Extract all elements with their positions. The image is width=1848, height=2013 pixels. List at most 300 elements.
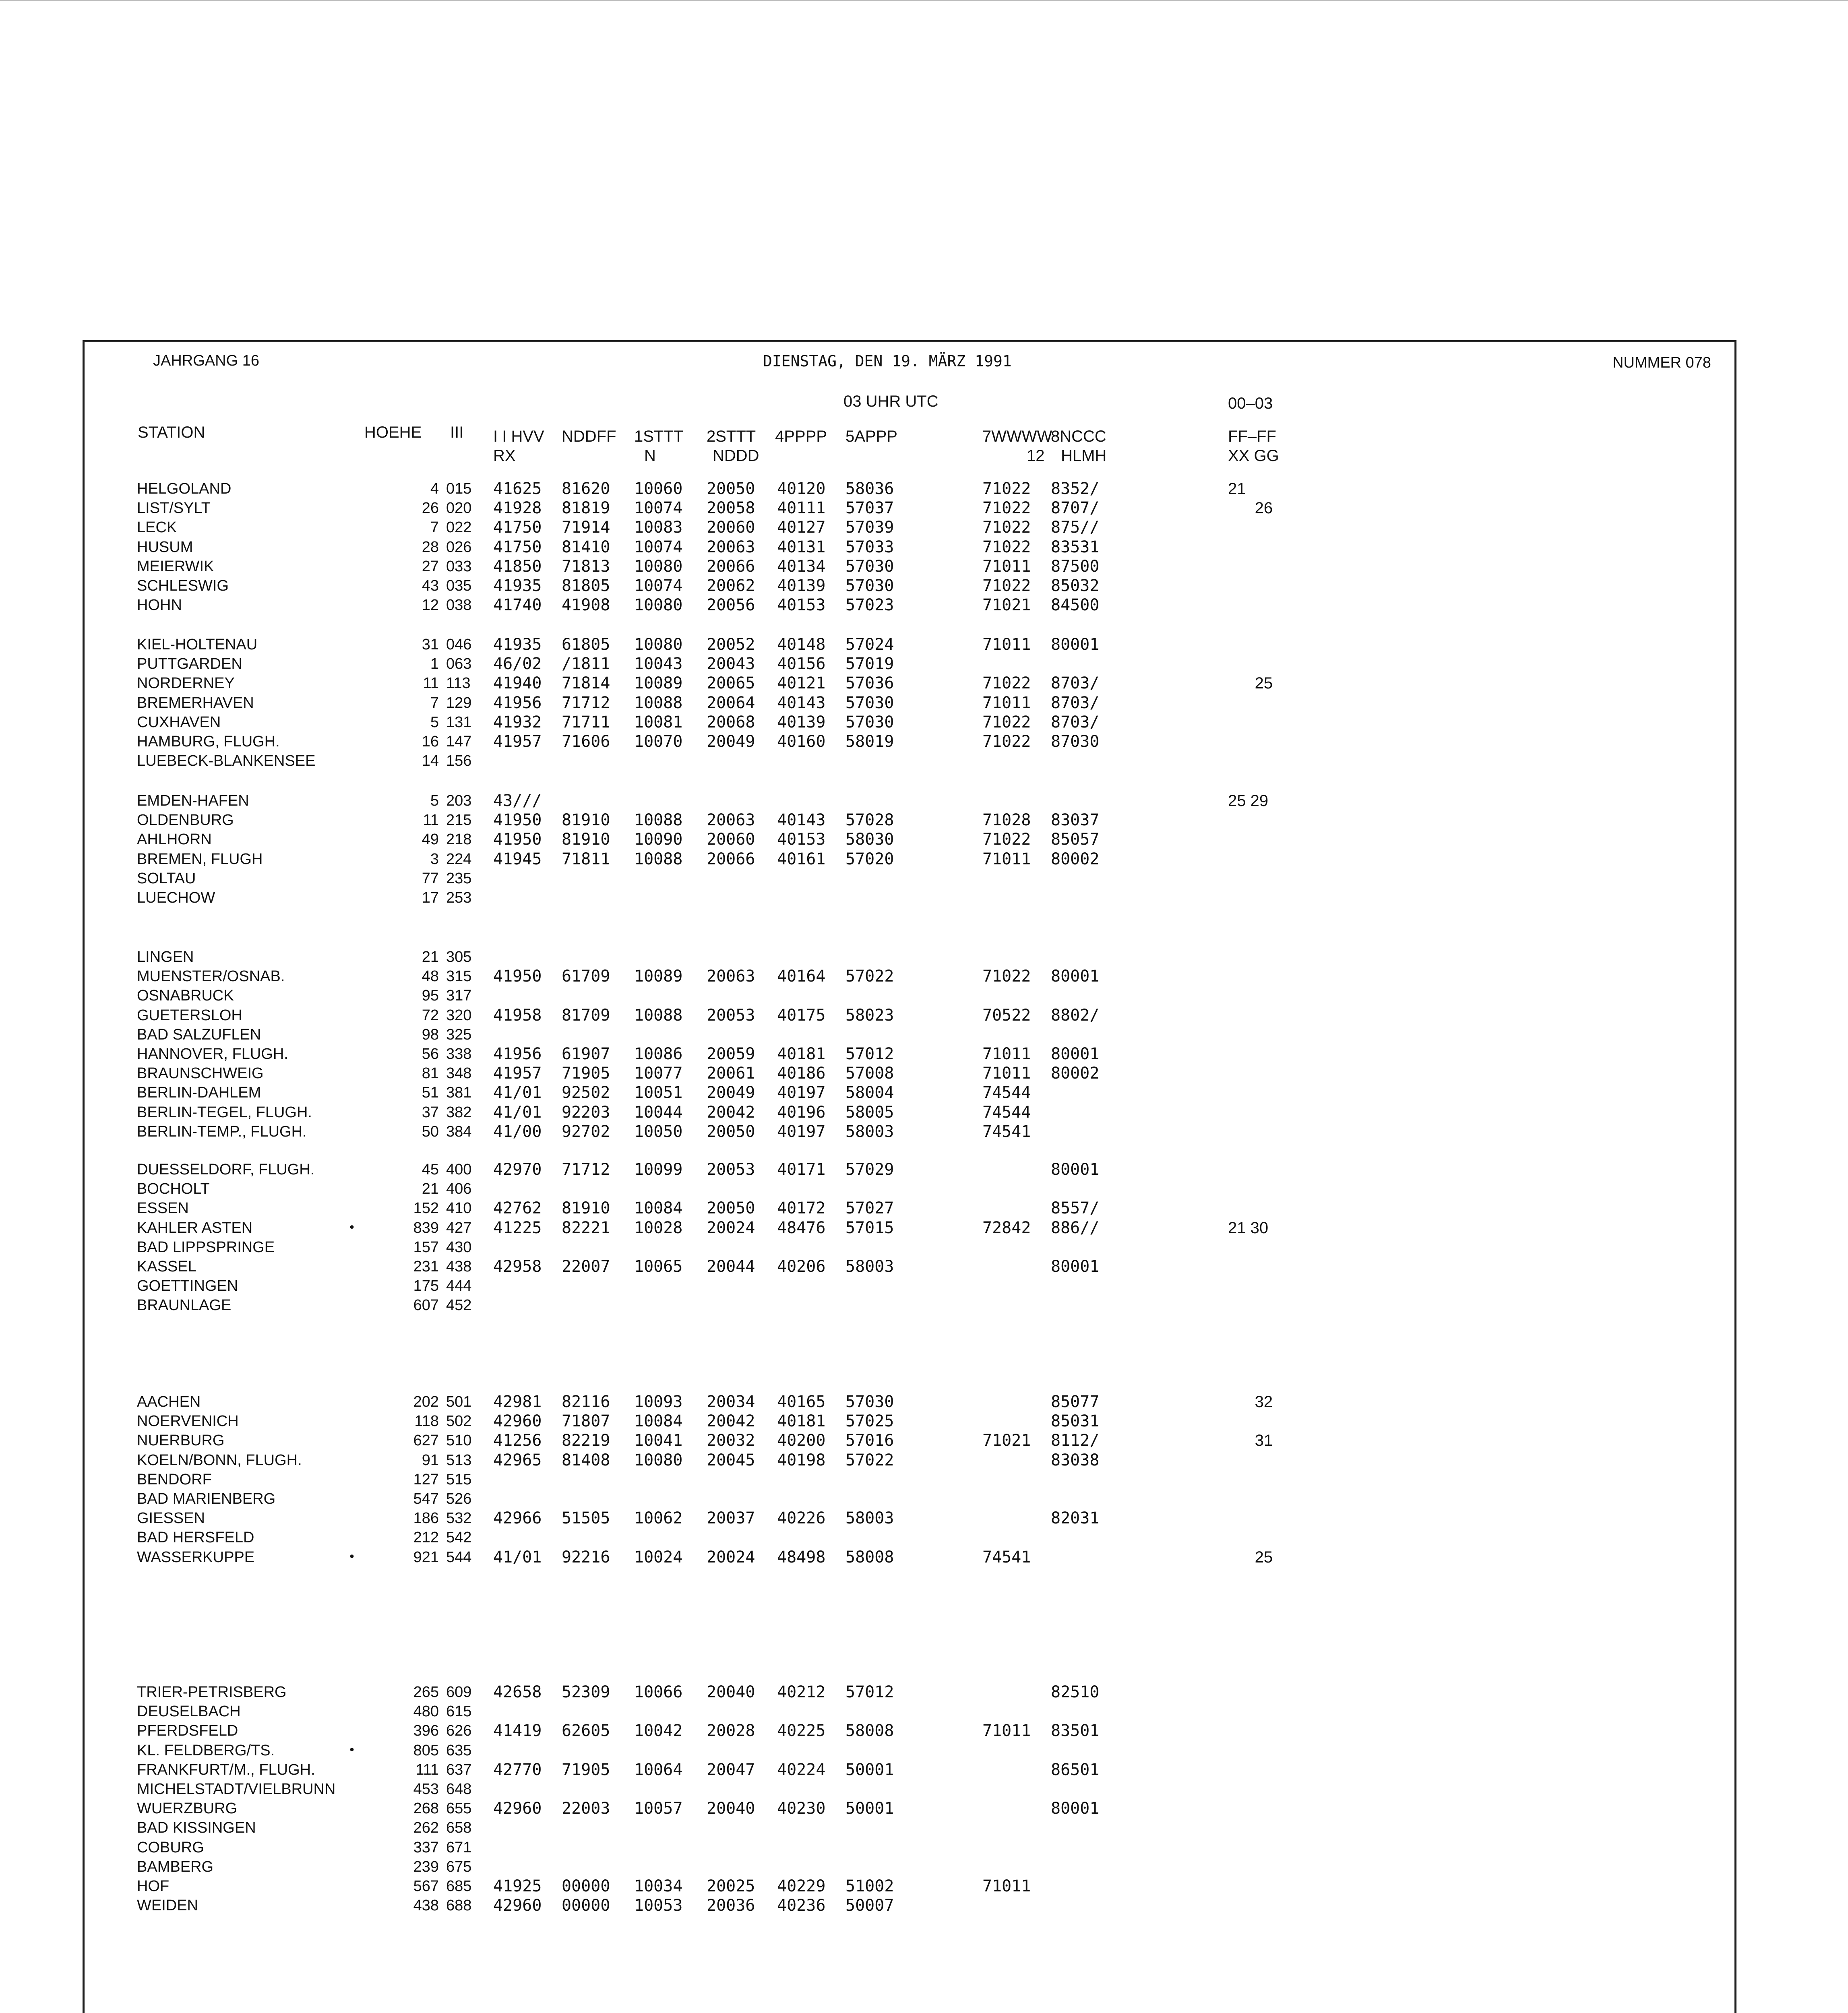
station-id: 203 [446,792,472,809]
station-name: BAD MARIENBERG [137,1490,276,1507]
code-iihvv: 41932 [493,713,542,732]
station-height: 157 [413,1238,439,1256]
code-nddff: 82116 [562,1393,610,1411]
station-id: 147 [446,733,472,750]
station-name: NOERVENICH [137,1413,239,1430]
station-height: 438 [413,1897,439,1914]
station-height: 202 [413,1393,439,1410]
code-iihvv: 41750 [493,537,542,556]
code-8nccc: 8703/ [1051,674,1100,693]
code-5appp: 57029 [845,1160,894,1179]
code-nddff: /1811 [562,655,610,674]
station-name: AACHEN [137,1393,201,1410]
code-iihvv: 41950 [493,811,542,830]
station-id: 400 [446,1161,472,1178]
station-name: GIESSEN [137,1510,205,1527]
bulletin-sheet [83,340,1736,2013]
code-iihvv: 41256 [493,1431,542,1450]
code-4pppp: 40229 [777,1877,826,1895]
station-name: OSNABRUCK [137,987,234,1004]
code-7wwww: 70522 [982,1006,1031,1025]
code-iihvv: 42960 [493,1896,542,1915]
station-id: 020 [446,500,472,517]
code-iihvv: 41935 [493,635,542,654]
code-5appp: 57030 [845,576,894,595]
code-2sttt: 20063 [707,537,755,556]
code-5appp: 57033 [845,537,894,556]
code-8nccc: 8703/ [1051,713,1100,732]
code-iihvv: 41850 [493,557,542,576]
station-name: BENDORF [137,1471,212,1488]
station-name: KOELN/BONN, FLUGH. [137,1451,302,1469]
station-id: 532 [446,1510,472,1527]
station-height: 28 [422,538,439,556]
code-1sttt: 10044 [634,1103,683,1122]
station-height: 396 [413,1722,439,1740]
code-4pppp: 40161 [777,849,826,868]
code-2sttt: 20064 [707,693,755,712]
station-name: BAD SALZUFLEN [137,1026,261,1043]
code-7wwww: 71021 [982,1431,1031,1450]
station-height: 91 [422,1451,439,1469]
code-7wwww: 71022 [982,479,1031,498]
code-7wwww: 71022 [982,967,1031,986]
code-2sttt: 20042 [707,1103,755,1122]
station-group [85,1682,1734,1915]
table-row [85,967,1734,986]
code-5appp: 57022 [845,1451,894,1469]
code-8nccc: 80001 [1051,1799,1100,1818]
station-id: 338 [446,1045,472,1062]
code-iihvv: 42658 [493,1683,542,1701]
code-1sttt: 10093 [634,1393,683,1411]
code-iihvv: 41/01 [493,1548,542,1567]
code-7wwww: 71011 [982,1722,1031,1740]
code-5appp: 57008 [845,1064,894,1083]
table-row [85,1103,1734,1122]
station-id: 444 [446,1277,472,1295]
station-height: 567 [413,1877,439,1895]
code-8nccc: 85032 [1051,576,1100,595]
code-1sttt: 10088 [634,849,683,868]
code-5appp: 58023 [845,1006,894,1025]
station-height: 337 [413,1839,439,1856]
code-4pppp: 40236 [777,1896,826,1915]
station-height: 453 [413,1780,439,1798]
station-id: 305 [446,949,472,965]
station-height: 49 [422,831,439,848]
code-2sttt: 20028 [707,1722,755,1740]
station-id: 430 [446,1238,472,1256]
station-height: 81 [422,1065,439,1082]
code-1sttt: 10083 [634,518,683,537]
table-row [85,751,1734,771]
code-5appp: 57024 [845,635,894,654]
station-name: GOETTINGEN [137,1277,238,1295]
code-1sttt: 10070 [634,732,683,751]
table-row [85,1218,1734,1238]
code-8nccc: 8557/ [1051,1199,1100,1218]
code-2sttt: 20050 [707,479,755,498]
station-height: 118 [414,1413,439,1430]
code-nddff: 71914 [562,518,610,537]
station-name: MUENSTER/OSNAB. [137,968,285,985]
table-row [85,1682,1734,1702]
code-4pppp: 40143 [777,693,826,712]
code-5appp: 57012 [845,1044,894,1063]
table-row [85,1760,1734,1779]
station-name: MEIERWIK [137,558,214,575]
table-row [85,518,1734,537]
code-4pppp: 40111 [777,499,826,518]
station-height: 805 [413,1742,439,1759]
table-row [85,1160,1734,1179]
station-id: 382 [446,1104,472,1121]
code-iihvv: 41750 [493,518,542,537]
code-1sttt: 10065 [634,1257,683,1276]
code-1sttt: 10060 [634,479,683,498]
code-1sttt: 10066 [634,1683,683,1701]
station-height: 37 [422,1104,439,1121]
station-id: 325 [446,1026,472,1043]
station-id: 224 [446,850,472,868]
code-1sttt: 10042 [634,1722,683,1740]
station-height: 31 [422,636,439,653]
code-5appp: 57015 [845,1218,894,1237]
code-2sttt: 20058 [707,499,755,518]
table-row [85,1857,1734,1877]
code-1sttt: 10041 [634,1431,683,1450]
code-iihvv: 41928 [493,499,542,518]
code-8nccc: 80001 [1051,1257,1100,1276]
code-7wwww: 71011 [982,1877,1031,1895]
table-row [85,849,1734,869]
code-7wwww: 71022 [982,499,1031,518]
code-4pppp: 40165 [777,1393,826,1411]
code-nddff: 81819 [562,499,610,518]
station-name: KAHLER ASTEN [137,1219,253,1236]
code-nddff: 00000 [562,1896,610,1915]
code-1sttt: 10090 [634,830,683,849]
code-2sttt: 20032 [707,1431,755,1450]
table-row [85,1799,1734,1818]
code-8nccc: 86501 [1051,1760,1100,1779]
station-height: 45 [422,1161,439,1178]
station-height: 175 [413,1277,439,1295]
code-iihvv: 41956 [493,1044,542,1063]
code-iihvv: 41957 [493,1064,542,1083]
code-nddff: 81410 [562,537,610,556]
code-nddff: 71814 [562,674,610,693]
code-nddff: 00000 [562,1877,610,1895]
station-height: 43 [422,577,439,594]
station-name: BAD LIPPSPRINGE [137,1238,275,1256]
table-row [85,498,1734,518]
station-id: 317 [446,987,472,1004]
code-5appp: 57030 [845,693,894,712]
station-height: 72 [422,1006,439,1024]
station-name: NUERBURG [137,1432,225,1449]
code-2sttt: 20024 [707,1548,755,1567]
code-2sttt: 20062 [707,576,755,595]
code-4pppp: 40127 [777,518,826,537]
station-id: 510 [446,1432,472,1449]
code-iihvv: 42762 [493,1199,542,1218]
code-2sttt: 20050 [707,1199,755,1218]
code-4pppp: 40120 [777,479,826,498]
station-name: NORDERNEY [137,675,235,692]
code-nddff: 62605 [562,1722,610,1740]
code-7wwww: 71021 [982,596,1031,615]
station-id: 218 [446,831,472,848]
station-height: 547 [413,1490,439,1507]
station-name: BERLIN-TEGEL, FLUGH. [137,1104,312,1121]
code-iihvv: 41/01 [493,1103,542,1122]
code-nddff: 82221 [562,1218,610,1237]
code-4pppp: 40172 [777,1199,826,1218]
station-height: 51 [422,1084,439,1102]
station-height: 17 [422,889,439,906]
code-4pppp: 40224 [777,1760,826,1779]
code-4pppp: 40139 [777,713,826,732]
station-height: 50 [422,1123,439,1140]
station-id: 685 [446,1877,472,1895]
station-id: 215 [446,812,472,829]
code-iihvv: 42770 [493,1760,542,1779]
table-row [85,1276,1734,1296]
code-iihvv: 41956 [493,693,542,712]
code-4pppp: 40171 [777,1160,826,1179]
code-iihvv: 41957 [493,732,542,751]
table-row [85,1296,1734,1315]
code-5appp: 57023 [845,596,894,615]
table-row [85,1199,1734,1218]
station-name: WEIDEN [137,1897,198,1914]
station-name: KASSEL [137,1258,196,1275]
code-2sttt: 20045 [707,1451,755,1469]
station-id: 384 [446,1123,472,1140]
station-height: 14 [422,752,439,770]
code-7wwww: 71022 [982,713,1031,732]
station-id: 542 [446,1529,472,1546]
mountain-marker: • [348,1550,356,1564]
col-c1: I I HVV [493,428,544,445]
code-7wwww: 71022 [982,537,1031,556]
code-1sttt: 10024 [634,1548,683,1567]
code-1sttt: 10080 [634,635,683,654]
code-4pppp: 40134 [777,557,826,576]
code-nddff: 82219 [562,1431,610,1450]
code-1sttt: 10080 [634,596,683,615]
gust-ffff: 25 [1228,674,1273,692]
code-nddff: 81910 [562,830,610,849]
code-nddff: 71813 [562,557,610,576]
station-height: 231 [413,1258,439,1275]
code-4pppp: 40197 [777,1122,826,1141]
table-row [85,1006,1734,1025]
station-name: DUESSELDORF, FLUGH. [137,1161,315,1178]
station-name: BREMEN, FLUGH [137,850,263,868]
station-height: 77 [422,870,439,887]
code-5appp: 58030 [845,830,894,849]
code-8nccc: 83531 [1051,537,1100,556]
table-row [85,674,1734,693]
table-row [85,1470,1734,1489]
station-height: 48 [422,968,439,985]
code-8nccc: 80001 [1051,635,1100,654]
station-height: 4 [430,480,439,497]
code-2sttt: 20063 [707,811,755,830]
code-2sttt: 20040 [707,1799,755,1818]
station-id: 113 [446,675,471,692]
station-name: SOLTAU [137,870,196,887]
code-7wwww: 71022 [982,576,1031,595]
code-iihvv: 41/00 [493,1122,542,1141]
station-name: LINGEN [137,949,194,965]
code-4pppp: 40226 [777,1509,826,1528]
table-row [85,576,1734,595]
code-2sttt: 20061 [707,1064,755,1083]
station-id: 315 [446,968,472,985]
code-1sttt: 10034 [634,1877,683,1895]
station-height: 21 [422,949,439,965]
code-7wwww: 71011 [982,849,1031,868]
code-2sttt: 20042 [707,1412,755,1431]
code-1sttt: 10057 [634,1799,683,1818]
station-height: 12 [422,597,439,614]
code-iihvv: 42960 [493,1799,542,1818]
code-nddff: 71606 [562,732,610,751]
code-iihvv: 42965 [493,1451,542,1469]
station-name: WASSERKUPPE [137,1548,255,1566]
table-row [85,1896,1734,1915]
code-8nccc: 80002 [1051,849,1100,868]
table-row [85,1779,1734,1799]
station-name: MICHELSTADT/VIELBRUNN [137,1780,336,1798]
code-2sttt: 20066 [707,557,755,576]
station-name: HOHN [137,597,182,614]
station-height: 56 [422,1045,439,1062]
gust-ffff: 21 30 [1228,1219,1269,1237]
code-iihvv: 41950 [493,830,542,849]
code-8nccc: 85077 [1051,1393,1100,1411]
code-1sttt: 10084 [634,1199,683,1218]
station-group [85,635,1734,771]
station-name: EMDEN-HAFEN [137,792,249,809]
code-1sttt: 10088 [634,1006,683,1025]
code-iihvv: 41625 [493,479,542,498]
station-name: BREMERHAVEN [137,694,254,711]
station-name: SCHLESWIG [137,577,229,594]
table-row [85,1238,1734,1257]
col-station: STATION [138,424,205,441]
gust-ffff: 25 29 [1228,792,1269,810]
table-row [85,595,1734,615]
code-iihvv: 42970 [493,1160,542,1179]
station-height: 7 [430,519,439,536]
mountain-marker: • [348,1743,356,1757]
station-id: 501 [446,1393,472,1410]
station-height: 7 [430,694,439,711]
code-8nccc: 80001 [1051,1160,1100,1179]
station-name: HELGOLAND [137,480,232,497]
code-2sttt: 20052 [707,635,755,654]
gust-ffff: 25 [1228,1548,1273,1566]
table-row [85,791,1734,810]
code-nddff: 92702 [562,1122,610,1141]
code-2sttt: 20066 [707,849,755,868]
station-name: HOF [137,1877,170,1895]
code-5appp: 57036 [845,674,894,693]
code-5appp: 57025 [845,1412,894,1431]
station-id: 452 [446,1297,472,1314]
code-4pppp: 40160 [777,732,826,751]
code-4pppp: 40164 [777,967,826,986]
code-1sttt: 10088 [634,811,683,830]
station-id: 658 [446,1819,472,1837]
station-name: COBURG [137,1839,204,1856]
code-5appp: 58003 [845,1257,894,1276]
table-row [85,1392,1734,1412]
table-row [85,1489,1734,1509]
code-iihvv: 41419 [493,1722,542,1740]
gust-ffff: 21 [1228,480,1246,498]
station-height: 27 [422,558,439,575]
code-5appp: 58003 [845,1509,894,1528]
code-5appp: 57030 [845,713,894,732]
code-nddff: 81709 [562,1006,610,1025]
station-height: 186 [413,1510,439,1527]
code-5appp: 57030 [845,1393,894,1411]
gust-ffff: 32 [1228,1393,1273,1411]
station-id: 615 [446,1703,472,1720]
code-7wwww: 71011 [982,1044,1031,1063]
station-id: 502 [446,1413,472,1430]
code-5appp: 58019 [845,732,894,751]
station-name: LIST/SYLT [137,500,211,517]
station-name: ESSEN [137,1200,189,1217]
code-5appp: 57019 [845,655,894,674]
station-group [85,791,1734,907]
station-id: 129 [446,694,472,711]
code-2sttt: 20034 [707,1393,755,1411]
station-name: GUETERSLOH [137,1006,242,1024]
code-nddff: 71905 [562,1760,610,1779]
code-5appp: 50001 [845,1760,894,1779]
mountain-marker: • [348,1220,356,1235]
station-height: 839 [413,1219,439,1236]
table-row [85,1741,1734,1760]
code-7wwww: 71022 [982,732,1031,751]
code-2sttt: 20060 [707,518,755,537]
station-height: 265 [413,1684,439,1701]
code-2sttt: 20037 [707,1509,755,1528]
code-8nccc: 85057 [1051,830,1100,849]
col-c3b: N [644,447,656,465]
code-1sttt: 10088 [634,693,683,712]
table-row [85,654,1734,674]
code-8nccc: 82031 [1051,1509,1100,1528]
code-8nccc: 8802/ [1051,1006,1100,1025]
station-id: 515 [446,1471,472,1488]
station-id: 063 [446,655,472,673]
station-name: WUERZBURG [137,1800,238,1817]
table-row [85,1721,1734,1740]
code-1sttt: 10084 [634,1412,683,1431]
code-5appp: 58005 [845,1103,894,1122]
table-row [85,1702,1734,1721]
station-height: 5 [430,713,439,731]
